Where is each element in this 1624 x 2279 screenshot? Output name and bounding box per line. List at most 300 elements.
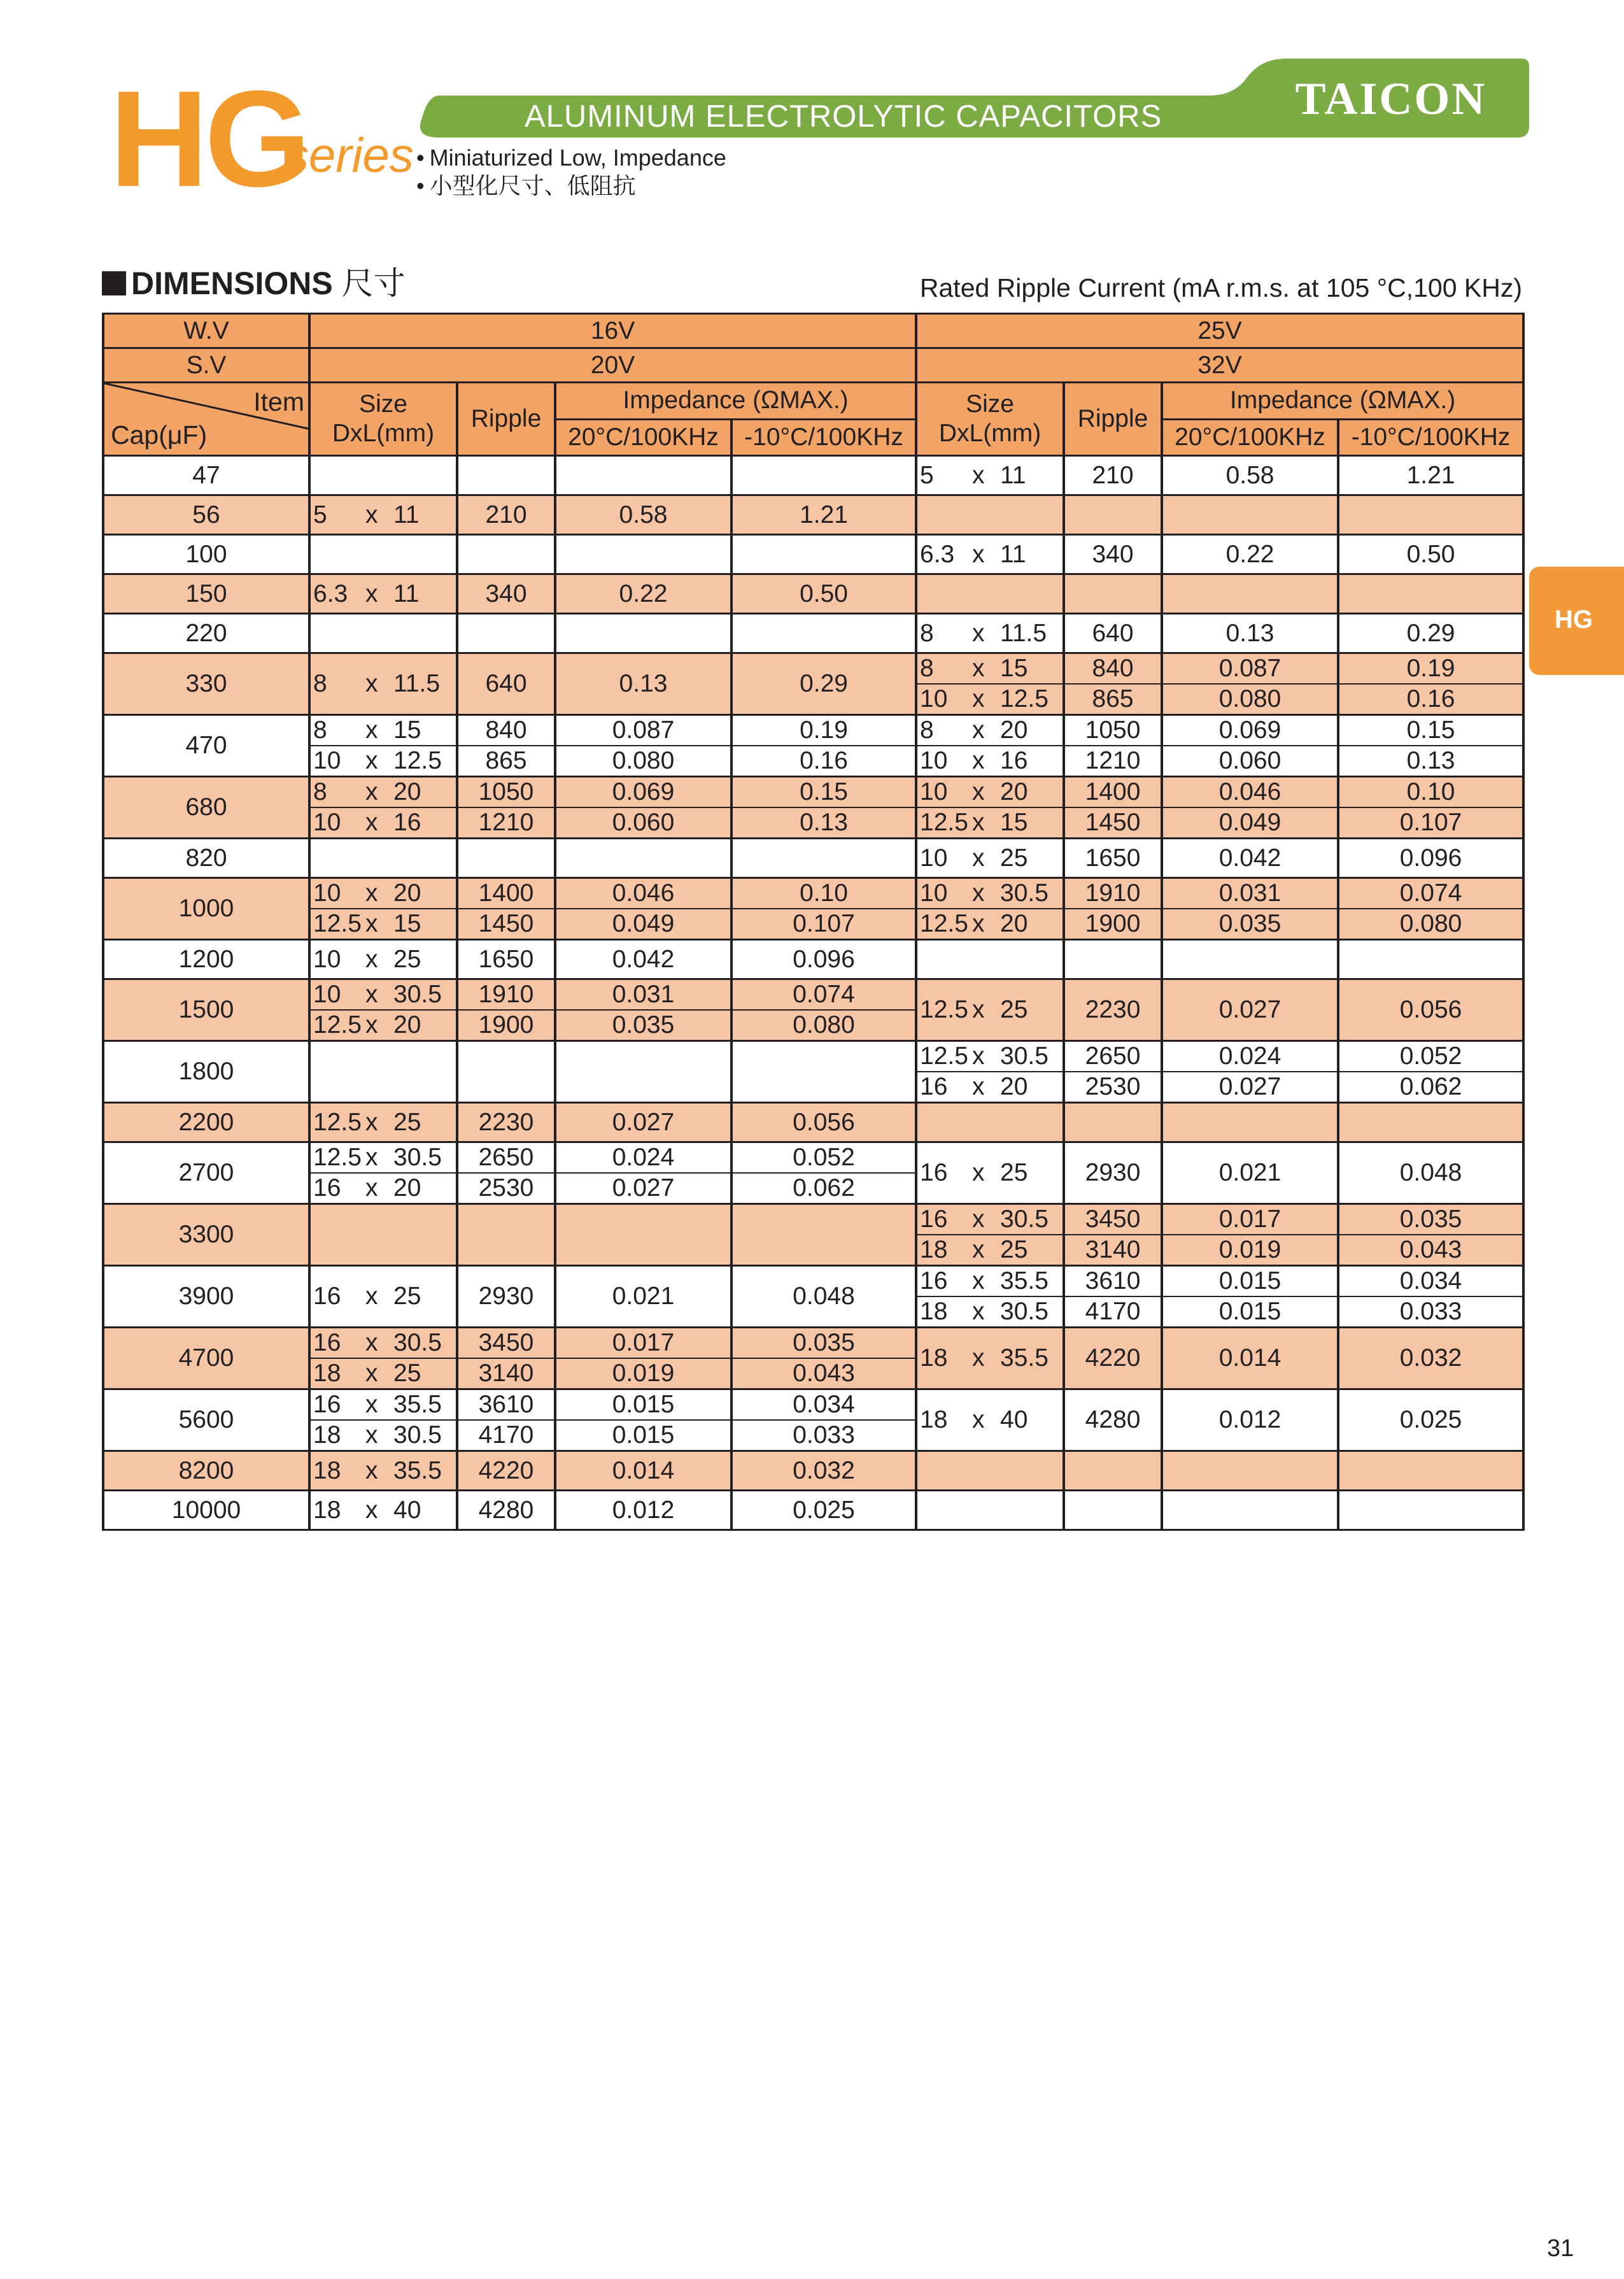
diameter: 5 [313, 501, 327, 529]
table-row [103, 839, 1523, 878]
cap-value: 3900 [103, 1266, 309, 1328]
impedance-20c-value: 0.017 [555, 1328, 731, 1359]
empty-cell [555, 839, 731, 878]
size-cell [916, 1072, 1064, 1103]
length: 25 [1000, 996, 1028, 1023]
size-dxl [313, 1174, 453, 1203]
empty-cell [916, 574, 1064, 614]
dimensions-table [102, 313, 1525, 1531]
size-dxl [920, 879, 1060, 908]
times-icon: x [365, 1496, 378, 1524]
impedance-20c-value: 0.027 [1162, 1072, 1338, 1103]
diameter: 8 [313, 778, 327, 806]
diameter: 10 [313, 879, 341, 907]
ripple-header-25: Ripple [1064, 383, 1162, 456]
ripple-value: 640 [457, 653, 555, 715]
times-icon: x [365, 879, 378, 907]
impedance-m10c-value: 0.035 [1338, 1204, 1523, 1235]
size-header-16 [309, 383, 457, 456]
diameter: 16 [313, 1174, 341, 1202]
ripple-value: 4280 [457, 1491, 555, 1530]
impedance-m10c-value: 0.033 [731, 1420, 916, 1451]
impedance-m10c-value: 0.107 [731, 909, 916, 940]
table-row [103, 1041, 1523, 1072]
size-cell [916, 1041, 1064, 1072]
ripple-value: 2650 [1064, 1041, 1162, 1072]
empty-cell [731, 839, 916, 878]
ripple-value: 1910 [457, 979, 555, 1011]
size-dxl [920, 746, 1060, 776]
diameter: 10 [313, 747, 341, 774]
length: 25 [1000, 844, 1028, 872]
empty-cell [309, 535, 457, 574]
times-icon: x [365, 716, 378, 744]
length: 35.5 [393, 1391, 442, 1418]
square-bullet-icon [102, 271, 126, 295]
impedance-20c-value: 0.031 [1162, 878, 1338, 909]
cap-value: 47 [103, 456, 309, 495]
length: 20 [393, 1174, 421, 1202]
size-dxl [313, 1143, 453, 1172]
length: 35.5 [1000, 1267, 1049, 1295]
length: 25 [393, 1108, 421, 1136]
ripple-value: 1900 [1064, 909, 1162, 940]
impedance-20c-value: 0.035 [555, 1010, 731, 1041]
empty-cell [309, 1041, 457, 1103]
impedance-m10c-value: 0.074 [731, 979, 916, 1011]
empty-cell [916, 1103, 1064, 1142]
ripple-value: 865 [457, 746, 555, 777]
size-cell [309, 777, 457, 808]
dxl-label: DxL(mm) [332, 420, 435, 447]
size-cell [916, 807, 1064, 839]
impedance-20c-value: 0.024 [555, 1142, 731, 1174]
impedance-header-16: Impedance (ΩMAX.) [555, 383, 916, 420]
length: 30.5 [1000, 1042, 1049, 1070]
size-cell [916, 684, 1064, 715]
length: 15 [1000, 655, 1028, 682]
empty-cell [1338, 940, 1523, 979]
impedance-20c-value: 0.22 [555, 574, 731, 614]
size-dxl [920, 1158, 1060, 1188]
diameter: 12.5 [920, 1042, 968, 1070]
ripple-value: 1900 [457, 1010, 555, 1041]
empty-cell [309, 1204, 457, 1266]
size-dxl [313, 1421, 453, 1450]
impedance-20c-value: 0.069 [555, 777, 731, 808]
ripple-value: 1910 [1064, 878, 1162, 909]
impedance-20c-value: 0.042 [555, 940, 731, 979]
impedance-m10c-value: 0.056 [1338, 979, 1523, 1041]
impedance-20c-value: 0.042 [1162, 839, 1338, 878]
impedance-20c-value: 0.014 [555, 1451, 731, 1491]
table-row [103, 807, 1523, 839]
impedance-20c-value: 0.031 [555, 979, 731, 1011]
impedance-m10c-value: 0.025 [1338, 1389, 1523, 1451]
ripple-value: 840 [457, 715, 555, 746]
size-dxl [920, 1405, 1060, 1435]
times-icon: x [365, 981, 378, 1008]
ripple-value: 2650 [457, 1142, 555, 1174]
freq-m10c-header-16: -10°C/100KHz [731, 419, 916, 456]
ripple-value: 2930 [1064, 1142, 1162, 1204]
size-cell [309, 653, 457, 715]
size-cell [916, 746, 1064, 777]
times-icon: x [365, 1456, 378, 1484]
size-cell [309, 1420, 457, 1451]
length: 40 [393, 1496, 421, 1524]
size-cell [309, 1451, 457, 1491]
diameter: 12.5 [920, 910, 968, 937]
times-icon: x [972, 747, 985, 774]
cap-value: 1500 [103, 979, 309, 1041]
size-dxl [920, 1205, 1060, 1234]
diameter: 10 [920, 685, 948, 713]
size-dxl [920, 461, 1060, 490]
length: 25 [393, 1282, 421, 1310]
impedance-m10c-value: 0.062 [731, 1173, 916, 1204]
size-cell [916, 1235, 1064, 1266]
size-dxl [920, 619, 1060, 648]
size-cell [916, 1296, 1064, 1328]
empty-cell [731, 614, 916, 653]
size-dxl [920, 1235, 1060, 1265]
diameter: 8 [920, 716, 934, 744]
diameter: 10 [920, 879, 948, 907]
impedance-m10c-value: 0.15 [731, 777, 916, 808]
diameter: 16 [920, 1073, 948, 1100]
impedance-m10c-value: 0.033 [1338, 1296, 1523, 1328]
ripple-value: 340 [457, 574, 555, 614]
ripple-value: 1210 [457, 807, 555, 839]
size-dxl [920, 1072, 1060, 1102]
empty-cell [309, 456, 457, 495]
sv-16-header: 20V [309, 348, 916, 383]
length: 30.5 [1000, 879, 1049, 907]
length: 16 [1000, 747, 1028, 774]
length: 25 [393, 945, 421, 973]
freq-20c-header-25: 20°C/100KHz [1162, 419, 1338, 456]
diameter: 18 [920, 1406, 948, 1433]
diameter: 18 [920, 1344, 948, 1372]
length: 11 [393, 501, 420, 529]
table-row [103, 653, 1523, 685]
impedance-20c-value: 0.027 [555, 1173, 731, 1204]
length: 16 [393, 809, 421, 836]
table-row [103, 1389, 1523, 1421]
size-cell [916, 839, 1064, 878]
empty-cell [457, 456, 555, 495]
empty-cell [916, 495, 1064, 535]
length: 20 [393, 879, 421, 907]
diameter: 16 [313, 1282, 341, 1310]
size-dxl [313, 1011, 453, 1040]
length: 11.5 [393, 670, 441, 697]
impedance-20c-value: 0.049 [1162, 807, 1338, 839]
length: 25 [1000, 1236, 1028, 1263]
size-cell [309, 1010, 457, 1041]
times-icon: x [972, 778, 985, 806]
impedance-m10c-value: 0.50 [1338, 535, 1523, 574]
table-row [103, 777, 1523, 808]
diameter: 16 [313, 1391, 341, 1418]
feature-line-2 [416, 172, 636, 200]
times-icon: x [365, 1144, 378, 1171]
empty-cell [555, 456, 731, 495]
size-cell [916, 535, 1064, 574]
diameter: 12.5 [313, 910, 362, 937]
diameter: 18 [313, 1421, 341, 1449]
length: 11.5 [1000, 619, 1047, 647]
size-cell [309, 878, 457, 909]
length: 12.5 [1000, 685, 1049, 713]
wv-16-header: 16V [309, 314, 916, 348]
sv-25-header: 32V [916, 348, 1523, 383]
impedance-m10c-value: 0.096 [731, 940, 916, 979]
impedance-20c-value: 0.015 [555, 1389, 731, 1421]
size-dxl [920, 716, 1060, 745]
empty-cell [1162, 1491, 1338, 1530]
size-dxl [313, 808, 453, 837]
impedance-20c-value: 0.015 [1162, 1296, 1338, 1328]
times-icon: x [972, 1042, 985, 1070]
ripple-value: 1210 [1064, 746, 1162, 777]
times-icon: x [972, 1267, 985, 1295]
series-side-tab-label: HG [1555, 606, 1593, 634]
dxl-label: DxL(mm) [938, 420, 1041, 447]
length: 35.5 [1000, 1344, 1049, 1372]
diameter: 10 [313, 981, 341, 1008]
size-cell [916, 1204, 1064, 1235]
impedance-header-25: Impedance (ΩMAX.) [1162, 383, 1523, 420]
cap-value: 470 [103, 715, 309, 777]
table-row [103, 878, 1523, 909]
empty-cell [731, 1204, 916, 1266]
ripple-value: 210 [457, 495, 555, 535]
table-row [103, 495, 1523, 535]
table-row [103, 1266, 1523, 1297]
freq-m10c-header-25: -10°C/100KHz [1338, 419, 1523, 456]
ripple-value: 2930 [457, 1266, 555, 1328]
cap-value: 330 [103, 653, 309, 715]
empty-cell [555, 535, 731, 574]
diameter: 8 [920, 655, 934, 682]
sv-label: S.V [103, 348, 309, 383]
cap-value: 3300 [103, 1204, 309, 1266]
table-row [103, 1491, 1523, 1530]
size-dxl [313, 1456, 453, 1486]
size-dxl [920, 844, 1060, 873]
impedance-m10c-value: 0.056 [731, 1103, 916, 1142]
diameter: 12.5 [313, 1144, 362, 1171]
empty-cell [1162, 574, 1338, 614]
size-cell [309, 1389, 457, 1421]
impedance-m10c-value: 0.048 [1338, 1142, 1523, 1204]
diameter: 16 [313, 1329, 341, 1356]
diameter: 8 [313, 670, 327, 697]
diameter: 18 [920, 1298, 948, 1325]
impedance-20c-value: 0.019 [555, 1358, 731, 1389]
feature-line-1 [416, 144, 726, 172]
diameter: 10 [920, 844, 948, 872]
table-row [103, 456, 1523, 495]
times-icon: x [972, 655, 985, 682]
ripple-value: 4220 [457, 1451, 555, 1491]
size-cell [916, 1142, 1064, 1204]
ripple-value: 3610 [457, 1389, 555, 1421]
times-icon: x [972, 685, 985, 713]
times-icon: x [365, 1391, 378, 1418]
empty-cell [1338, 495, 1523, 535]
size-dxl [313, 1108, 453, 1137]
size-dxl [313, 1359, 453, 1388]
impedance-20c-value: 0.021 [1162, 1142, 1338, 1204]
size-cell [309, 979, 457, 1011]
size-cell [309, 1328, 457, 1359]
length: 20 [1000, 716, 1028, 744]
empty-cell [555, 1041, 731, 1103]
diameter: 18 [920, 1236, 948, 1263]
diameter: 10 [313, 809, 341, 836]
empty-cell [555, 614, 731, 653]
diameter: 10 [920, 747, 948, 774]
size-dxl [920, 1267, 1060, 1296]
ripple-value: 1050 [457, 777, 555, 808]
size-cell [309, 1266, 457, 1328]
size-dxl [920, 808, 1060, 837]
diameter: 8 [920, 619, 934, 647]
impedance-20c-value: 0.024 [1162, 1041, 1338, 1072]
ripple-value: 840 [1064, 653, 1162, 685]
empty-cell [1162, 940, 1338, 979]
impedance-20c-value: 0.012 [555, 1491, 731, 1530]
empty-cell [1338, 1103, 1523, 1142]
impedance-m10c-value: 0.034 [1338, 1266, 1523, 1297]
cap-label: Cap(μF) [111, 420, 208, 450]
impedance-20c-value: 0.060 [555, 807, 731, 839]
ripple-value: 1450 [1064, 807, 1162, 839]
size-dxl [313, 1328, 453, 1358]
size-dxl [313, 777, 453, 807]
length: 35.5 [393, 1456, 442, 1484]
impedance-20c-value: 0.014 [1162, 1328, 1338, 1389]
size-cell [916, 777, 1064, 808]
ripple-value: 340 [1064, 535, 1162, 574]
empty-cell [1162, 1451, 1338, 1491]
times-icon: x [365, 1421, 378, 1449]
size-dxl [313, 579, 453, 609]
cap-value: 4700 [103, 1328, 309, 1389]
empty-cell [1064, 940, 1162, 979]
diameter: 16 [920, 1205, 948, 1233]
size-dxl [313, 909, 453, 939]
impedance-m10c-value: 0.10 [731, 878, 916, 909]
size-dxl [920, 540, 1060, 569]
cap-value: 150 [103, 574, 309, 614]
table-row [103, 1103, 1523, 1142]
diameter: 18 [313, 1456, 341, 1484]
times-icon: x [972, 1344, 985, 1372]
impedance-m10c-value: 0.13 [1338, 746, 1523, 777]
empty-cell [1064, 495, 1162, 535]
size-label: Size [966, 390, 1014, 418]
times-icon: x [972, 879, 985, 907]
impedance-20c-value: 0.069 [1162, 715, 1338, 746]
size-cell [309, 746, 457, 777]
ripple-value: 1400 [1064, 777, 1162, 808]
diameter: 12.5 [920, 809, 968, 836]
size-label: Size [359, 390, 407, 418]
feature-text: 小型化尺寸、低阻抗 [429, 173, 636, 199]
length: 30.5 [393, 1144, 442, 1171]
times-icon: x [365, 747, 378, 774]
impedance-20c-value: 0.080 [555, 746, 731, 777]
empty-cell [731, 1041, 916, 1103]
times-icon: x [972, 1205, 985, 1233]
page-number: 31 [1547, 2235, 1574, 2262]
impedance-20c-value: 0.035 [1162, 909, 1338, 940]
series-side-tab[interactable] [1529, 567, 1624, 675]
empty-cell [309, 614, 457, 653]
impedance-20c-value: 0.080 [1162, 684, 1338, 715]
table-row [103, 1204, 1523, 1235]
cap-value: 2700 [103, 1142, 309, 1204]
product-category-title: ALUMINUM ELECTROLYTIC CAPACITORS [525, 99, 1162, 134]
section-title [102, 264, 406, 302]
impedance-20c-value: 0.13 [1162, 614, 1338, 653]
table-row [103, 715, 1523, 746]
size-dxl [313, 980, 453, 1009]
table-row [103, 940, 1523, 979]
empty-cell [1338, 1451, 1523, 1491]
times-icon: x [972, 1236, 985, 1263]
impedance-m10c-value: 0.29 [731, 653, 916, 715]
length: 15 [393, 716, 421, 744]
length: 20 [1000, 1073, 1028, 1100]
empty-cell [916, 940, 1064, 979]
times-icon: x [365, 1011, 378, 1039]
size-cell [309, 807, 457, 839]
cap-value: 1800 [103, 1041, 309, 1103]
size-cell [916, 909, 1064, 940]
cap-value: 820 [103, 839, 309, 878]
ripple-value: 3140 [457, 1358, 555, 1389]
table-row [103, 1451, 1523, 1491]
length: 25 [393, 1360, 421, 1387]
table-row [103, 746, 1523, 777]
diameter: 10 [920, 778, 948, 806]
cap-value: 56 [103, 495, 309, 535]
times-icon: x [972, 1159, 985, 1186]
empty-cell [1064, 1103, 1162, 1142]
empty-cell [1162, 1103, 1338, 1142]
impedance-20c-value: 0.087 [555, 715, 731, 746]
empty-cell [1338, 574, 1523, 614]
empty-cell [457, 614, 555, 653]
times-icon: x [972, 1073, 985, 1100]
size-dxl [920, 685, 1060, 714]
impedance-m10c-value: 0.025 [731, 1491, 916, 1530]
impedance-20c-value: 0.027 [555, 1103, 731, 1142]
times-icon: x [365, 910, 378, 937]
impedance-m10c-value: 1.21 [1338, 456, 1523, 495]
impedance-m10c-value: 0.034 [731, 1389, 916, 1421]
empty-cell [457, 1041, 555, 1103]
times-icon: x [972, 910, 985, 937]
ripple-value: 3140 [1064, 1235, 1162, 1266]
impedance-m10c-value: 0.032 [1338, 1328, 1523, 1389]
empty-cell [731, 535, 916, 574]
